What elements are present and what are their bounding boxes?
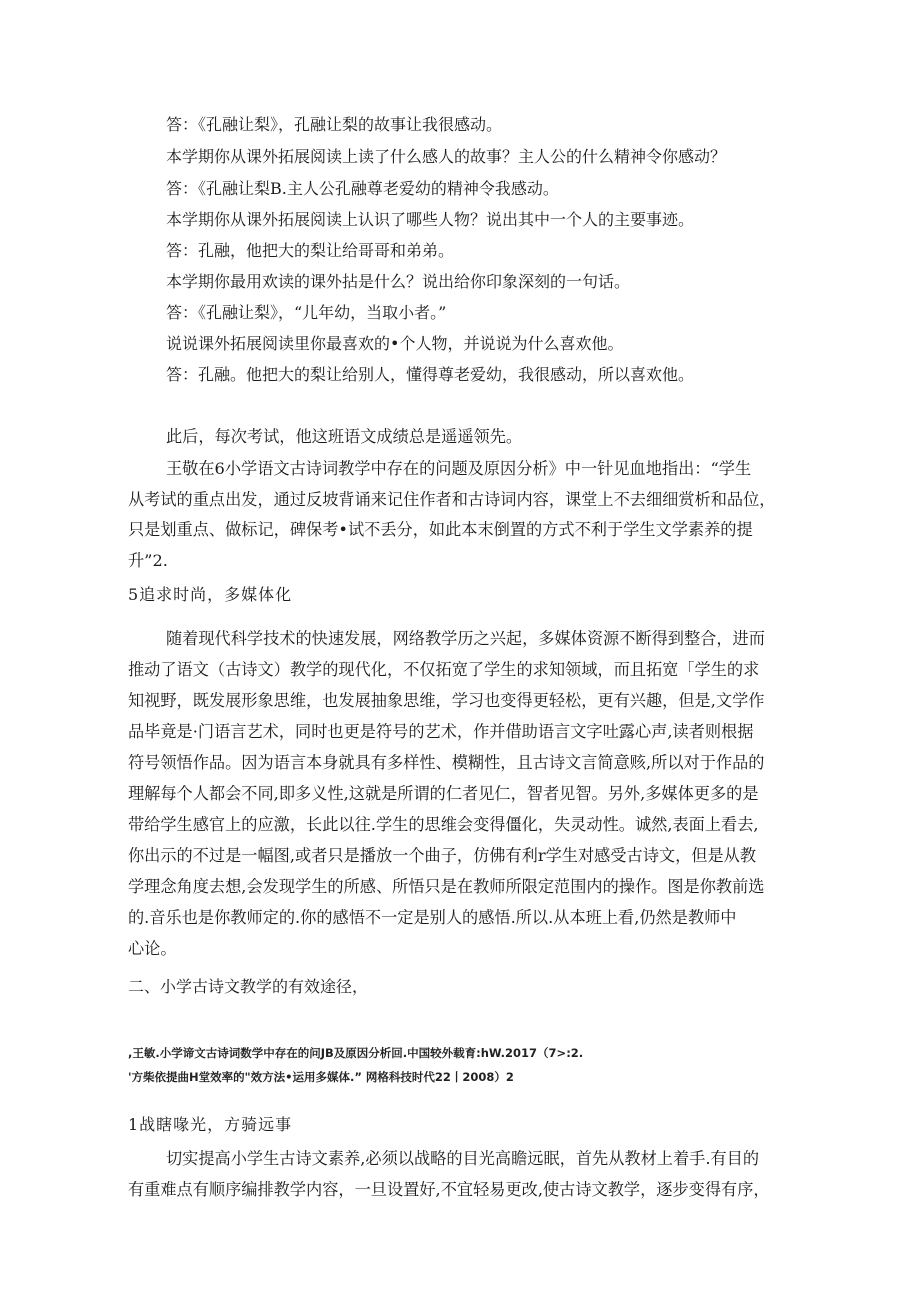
qa-line: 答：孔融，他把大的梨让给哥哥和弟弟。 <box>166 241 455 260</box>
section-heading: 5追求时尚，多媒体化 <box>128 585 293 604</box>
qa-line: 答：《孔融让梨B.主人公孔融尊老爱幼的精神令我感动。 <box>166 179 559 198</box>
footnote: ,王敏.小学谛文古诗词数学中存在的问JB及原因分析回.中国较外载育:hW.2017（7>:2. <box>128 1046 584 1060</box>
section-heading: 1战瞎喙光，方骑远事 <box>128 1115 293 1134</box>
qa-line: 本学期你从课外拓展阅读上认识了哪些人物？说出其中一个人的主要事迹。 <box>166 210 695 229</box>
paragraph-line: 带给学生感官上的应激，长此以往.学生的思维会变得僵化，失灵动性。诚然,表面上看去, <box>128 815 759 834</box>
paragraph-line: 符号领悟作品。因为语言本身就具有多样性、模糊性，且古诗文言简意赅,所以对于作品的 <box>128 753 765 772</box>
paragraph-line: 此后，每次考试，他这班语文成绩总是遥遥领先。 <box>166 427 523 446</box>
paragraph-line: 你出示的不过是一幅图,或者只是播放一个曲子，仿佛有利r学生对感受古诗文，但是从教 <box>128 846 757 865</box>
paragraph-line: 切实提高小学生古诗文素养,必须以战略的目光高瞻远眠，首先从教材上着手.有目的 <box>166 1149 760 1168</box>
qa-line: 答：《孔融让梨》，孔融让梨的故事让我很感动。 <box>166 115 503 134</box>
paragraph-line: 只是划重点、做标记，碑保考•试不丢分，如此本末倒置的方式不利于学生文学素养的提 <box>128 520 753 539</box>
paragraph-line: 升”2. <box>128 551 168 570</box>
qa-line: 本学期你最用欢读的课外拈是什么？说出给你印象深刻的一句话。 <box>166 272 631 291</box>
qa-line: 答：《孔融让梨》，“儿年幼，当取小者。” <box>166 303 447 322</box>
paragraph-line: 理解每个人都会不同,即多义性,这就是所谓的仁者见仁，智者见智。另外,多媒体更多的是 <box>128 784 759 803</box>
qa-line: 说说课外拓展阅读里你最喜欢的•个人物，并说说为什么喜欢他。 <box>166 334 624 353</box>
paragraph-line: 推动了语文（古诗文）教学的现代化，不仅拓宽了学生的求知领域，而且拓宽「学生的求 <box>128 660 760 679</box>
paragraph-line: 王敬在6小学语文古诗词教学中存在的问题及原因分析》中一针见血地指出：“学生 <box>166 459 752 478</box>
paragraph-line: 知视野，既发展形象思维，也发展抽象思维，学习也变得更轻松，更有兴趣，但是,文学作 <box>128 691 765 710</box>
footnote: '方柴依提曲H堂效率的"效方法•运用多媒体.” 网格科技时代22丨2008）2 <box>128 1070 514 1084</box>
qa-line: 本学期你从课外拓展阅读上读了什么感人的故事？主人公的什么精神令你感动？ <box>166 147 727 166</box>
qa-line: 答：孔融。他把大的梨让给别人，懂得尊老爱幼，我很感动，所以喜欢他。 <box>166 365 695 384</box>
section-title: 二、小学古诗文教学的有效途径， <box>128 977 369 996</box>
paragraph-line: 从考试的重点出发，通过反坡背诵来记住作者和古诗词内容，课堂上不去细细赏析和品位， <box>128 490 776 509</box>
paragraph-line: 心论。 <box>128 939 177 958</box>
paragraph-line: 品毕竟是·门语言艺术，同时也更是符号的艺术，作并借助语言文字吐露心声,读者则根据 <box>128 722 754 741</box>
paragraph-line: 的.音乐也是你教师定的.你的感悟不一定是别人的感悟.所以.从本班上看,仍然是教师中 <box>128 908 737 927</box>
paragraph-line: 随着现代科学技术的快速发展，网络教学历之兴起，多媒体资源不断得到整合，进而 <box>166 629 765 648</box>
paragraph-line: 学理念角度去想,会发现学生的所感、所悟只是在教师所限定范围内的操作。图是你教前选 <box>128 877 765 896</box>
paragraph-line: 有重难点有顺序编排教学内容，一旦设置好,不宜轻易更改,使古诗文教学，逐步变得有序， <box>128 1180 770 1199</box>
